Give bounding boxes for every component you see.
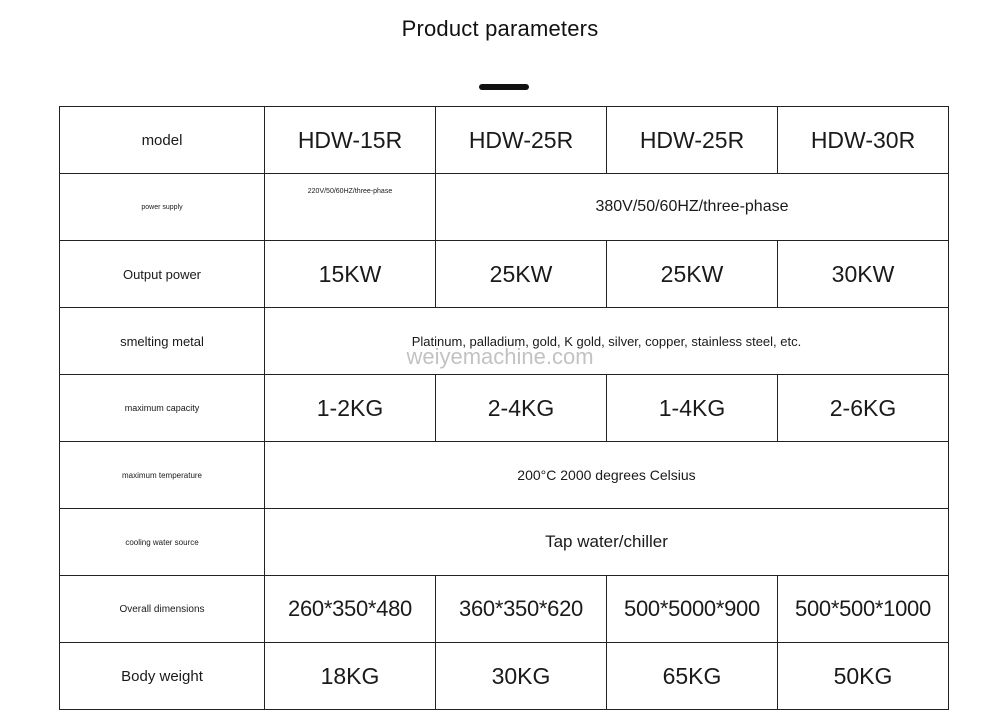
row-label-cooling-water-source: cooling water source xyxy=(60,509,265,576)
row-label-smelting-metal: smelting metal xyxy=(60,308,265,375)
table-cell: 18KG xyxy=(265,643,436,710)
table-cell: 200°C 2000 degrees Celsius xyxy=(265,442,949,509)
row-label-overall-dimensions: Overall dimensions xyxy=(60,576,265,643)
row-label-maximum-capacity: maximum capacity xyxy=(60,375,265,442)
table-cell: 15KW xyxy=(265,241,436,308)
table-row-maximum-temperature xyxy=(60,442,949,509)
product-parameters-table xyxy=(59,106,949,710)
row-label-power-supply: power supply xyxy=(60,174,265,241)
table-row-output-power xyxy=(60,241,949,308)
table-cell: 30KG xyxy=(436,643,607,710)
table-cell: Platinum, palladium, gold, K gold, silver, copper, stainless steel, etc. xyxy=(265,308,949,375)
table-row-cooling-water-source xyxy=(60,509,949,576)
table-cell: HDW-25R xyxy=(607,107,778,174)
table-cell: 220V/50/60HZ/three-phase xyxy=(265,174,436,241)
table-cell: Tap water/chiller xyxy=(265,509,949,576)
title-underline xyxy=(479,84,529,90)
table-cell: 50KG xyxy=(778,643,949,710)
table-row-smelting-metal xyxy=(60,308,949,375)
table-cell: HDW-15R xyxy=(265,107,436,174)
row-label-output-power: Output power xyxy=(60,241,265,308)
table-cell: 260*350*480 xyxy=(265,576,436,643)
table-row-power-supply xyxy=(60,174,949,241)
page-title: Product parameters xyxy=(401,16,599,41)
row-label-model: model xyxy=(60,107,265,174)
row-label-body-weight: Body weight xyxy=(60,643,265,710)
table-cell: 1-4KG xyxy=(607,375,778,442)
table-cell: 500*5000*900 xyxy=(607,576,778,643)
table-cell: 25KW xyxy=(436,241,607,308)
table-row-body-weight xyxy=(60,643,949,710)
table-cell: 30KW xyxy=(778,241,949,308)
table-cell: 1-2KG xyxy=(265,375,436,442)
table-cell: 65KG xyxy=(607,643,778,710)
row-label-maximum-temperature: maximum temperature xyxy=(60,442,265,509)
table-cell: 380V/50/60HZ/three-phase xyxy=(436,174,949,241)
table-cell: HDW-25R xyxy=(436,107,607,174)
table-cell: 500*500*1000 xyxy=(778,576,949,643)
table-cell: 2-6KG xyxy=(778,375,949,442)
table-row-model xyxy=(60,107,949,174)
table-cell: 25KW xyxy=(607,241,778,308)
table-row-maximum-capacity xyxy=(60,375,949,442)
watermark: weiyemachine.com xyxy=(406,344,594,369)
table-cell: 360*350*620 xyxy=(436,576,607,643)
table-cell: 2-4KG xyxy=(436,375,607,442)
table-cell: HDW-30R xyxy=(778,107,949,174)
table-row-overall-dimensions xyxy=(60,576,949,643)
